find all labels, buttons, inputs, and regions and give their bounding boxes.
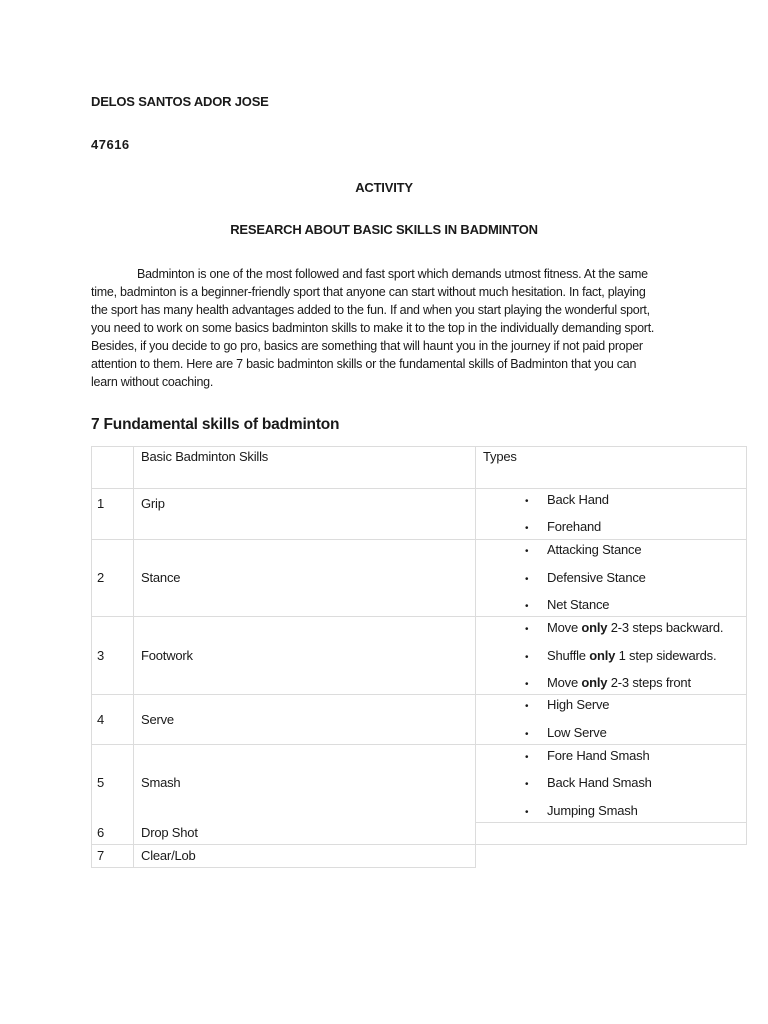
intro-line: the sport has many health advantages added to the fun. If and when you start playing the wonderful sport, [91, 303, 650, 317]
emphasis-text: only [581, 675, 608, 690]
emphasis-text: only [589, 648, 616, 663]
row-number: 7 [97, 848, 105, 863]
skills-column-header: Basic Badminton Skills [141, 449, 269, 464]
bullet-icon: • [525, 779, 529, 790]
skill-name: Smash [141, 775, 181, 790]
intro-line: learn without coaching. [91, 375, 214, 389]
type-text: Forehand [547, 519, 602, 534]
type-text: Shuffle [547, 648, 590, 663]
bullet-icon: • [525, 624, 529, 635]
research-heading: RESEARCH ABOUT BASIC SKILLS IN BADMINTON [230, 222, 538, 237]
type-text: Low Serve [547, 725, 607, 740]
bullet-icon: • [525, 652, 529, 663]
type-text: Net Stance [547, 597, 610, 612]
skill-type-item [525, 597, 609, 612]
bullet-icon: • [525, 729, 529, 740]
skill-type-item [525, 519, 601, 534]
type-text: Defensive Stance [547, 570, 646, 585]
bullet-icon: • [525, 601, 529, 612]
type-text: 2-3 steps backward. [607, 620, 724, 635]
bullet-icon: • [525, 679, 529, 690]
bullet-icon: • [525, 752, 529, 763]
skill-name: Grip [141, 496, 165, 511]
row-number: 6 [97, 825, 105, 840]
type-text: Jumping Smash [547, 803, 638, 818]
skill-name: Footwork [141, 648, 193, 663]
skill-type-item [525, 725, 607, 740]
bullet-icon: • [525, 523, 529, 534]
section-title: 7 Fundamental skills of badminton [91, 416, 340, 433]
skill-type-item [525, 697, 609, 712]
skill-name: Drop Shot [141, 825, 198, 840]
skill-type-item [525, 542, 641, 557]
bullet-icon: • [525, 496, 529, 507]
activity-heading: ACTIVITY [355, 180, 413, 195]
type-text: High Serve [547, 697, 610, 712]
type-text: Back Hand Smash [547, 775, 652, 790]
bullet-icon: • [525, 546, 529, 557]
bullet-icon: • [525, 701, 529, 712]
type-text: Move [547, 620, 582, 635]
type-text: Fore Hand Smash [547, 748, 650, 763]
skill-type-item [525, 675, 691, 690]
row-number: 3 [97, 648, 105, 663]
emphasis-text: only [581, 620, 608, 635]
skill-type-item [525, 570, 646, 585]
bullet-icon: • [525, 574, 529, 585]
bullet-icon: • [525, 807, 529, 818]
type-text: Back Hand [547, 492, 609, 507]
intro-line: attention to them. Here are 7 basic badminton skills or the fundamental skills of Badminton that you can [91, 357, 637, 371]
skill-type-item [525, 492, 609, 507]
skill-name: Serve [141, 712, 174, 727]
intro-line: you need to work on some basics badminton skills to make it to the top in the individually demanding sport. [91, 321, 655, 335]
skill-name: Stance [141, 570, 181, 585]
row-number: 5 [97, 775, 105, 790]
type-text: 1 step sidewards. [615, 648, 717, 663]
author-name: DELOS SANTOS ADOR JOSE [91, 94, 269, 109]
skill-type-item [525, 748, 650, 763]
skill-type-item [525, 775, 652, 790]
intro-line: time, badminton is a beginner-friendly sport that anyone can start without much hesitation. In fact, playing [91, 285, 646, 299]
type-text: Attacking Stance [547, 542, 642, 557]
student-id: 47616 [91, 137, 130, 152]
row-number: 4 [97, 712, 105, 727]
skill-type-item [525, 803, 638, 818]
row-number: 1 [97, 496, 105, 511]
intro-line: Badminton is one of the most followed and fast sport which demands utmost fitness. At the same [137, 267, 648, 281]
types-column-header: Types [483, 449, 517, 464]
skill-name: Clear/Lob [141, 848, 196, 863]
intro-paragraph [91, 265, 681, 391]
skill-type-item [525, 648, 716, 663]
row-number: 2 [97, 570, 105, 585]
type-text: Move [547, 675, 582, 690]
intro-line: Besides, if you decide to go pro, basics are something that will haunt you in the journey if not paid proper [91, 339, 643, 353]
type-text: 2-3 steps front [607, 675, 691, 690]
skill-type-item [525, 620, 723, 635]
